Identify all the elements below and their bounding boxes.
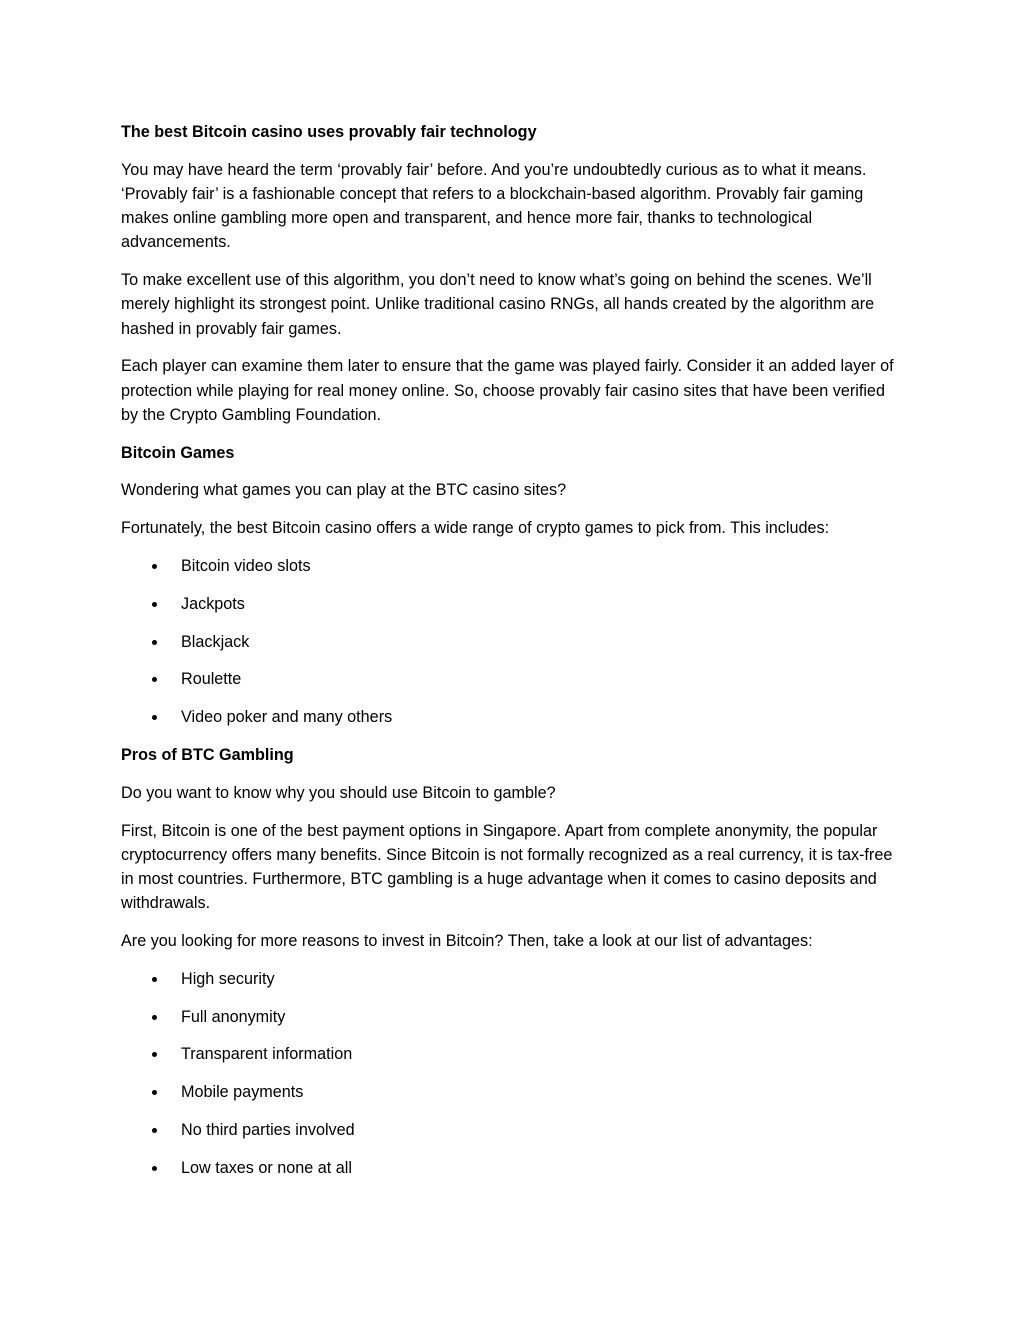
- list-item: [121, 967, 905, 991]
- bullet-icon: [152, 715, 157, 720]
- paragraph: Wondering what games you can play at the BTC casino sites?: [121, 481, 567, 500]
- advantages-bullet-list: [121, 967, 905, 1180]
- list-item-text: Full anonymity: [181, 1007, 286, 1026]
- list-item: [121, 667, 905, 691]
- section-heading-bitcoin-games: Bitcoin Games: [121, 443, 235, 462]
- list-item: [121, 705, 905, 729]
- bullet-icon: [152, 1128, 157, 1133]
- bullet-icon: [152, 564, 157, 569]
- games-bullet-list: [121, 554, 905, 729]
- list-item-text: Blackjack: [181, 632, 250, 651]
- list-item-text: Roulette: [181, 670, 242, 689]
- section-heading-pros-btc-gambling: Pros of BTC Gambling: [121, 745, 294, 764]
- paragraph: To make excellent use of this algorithm, you don’t need to know what’s going on behind the scenes. We’ll merely highlight its strongest point. Unlike traditional casino RNGs, all hands created by the algorithm are hashed in provably fair games.: [121, 271, 875, 338]
- list-item: [121, 592, 905, 616]
- list-item-text: No third parties involved: [181, 1120, 355, 1139]
- list-item-text: Transparent information: [181, 1045, 353, 1064]
- list-item-text: Bitcoin video slots: [181, 557, 311, 575]
- bullet-icon: [152, 1015, 157, 1020]
- list-item-text: Low taxes or none at all: [181, 1158, 352, 1177]
- bullet-icon: [152, 977, 157, 982]
- bullet-icon: [152, 640, 157, 645]
- list-item-text: Mobile payments: [181, 1083, 304, 1102]
- list-item: [121, 630, 905, 654]
- paragraph: First, Bitcoin is one of the best payment options in Singapore. Apart from complete anonymity, the popular cryptocurrency offers many benefits. Since Bitcoin is not formally recognized as a real currency, it is tax-free in most countries. Furthermore, BTC gambling is a huge advantage when it comes to casino deposits and withdrawals.: [121, 821, 893, 913]
- bullet-icon: [152, 1166, 157, 1171]
- bullet-icon: [152, 602, 157, 607]
- list-item: [121, 1005, 905, 1029]
- list-item-text: High security: [181, 969, 275, 988]
- document-page: [121, 120, 905, 1194]
- list-item-text: Video poker and many others: [181, 708, 393, 727]
- list-item: [121, 554, 905, 578]
- bullet-icon: [152, 1052, 157, 1057]
- list-item: [121, 1156, 905, 1180]
- list-item-text: Jackpots: [181, 594, 245, 613]
- paragraph: Are you looking for more reasons to invest in Bitcoin? Then, take a look at our list of advantages:: [121, 931, 813, 950]
- paragraph: Each player can examine them later to ensure that the game was played fairly. Consider it an added layer of protection while playing for real money online. So, choose provably fair casino sites that have been verified by the Crypto Gambling Foundation.: [121, 357, 894, 424]
- bullet-icon: [152, 1090, 157, 1095]
- list-item: [121, 1080, 905, 1104]
- list-item: [121, 1042, 905, 1066]
- paragraph: You may have heard the term ‘provably fair’ before. And you’re undoubtedly curious as to what it means. ‘Provably fair’ is a fashionable concept that refers to a blockchain-based algorithm. Provably fair gaming makes online gambling more open and transparent, and hence more fair, thanks to technological advancements.: [121, 160, 867, 252]
- list-item: [121, 1118, 905, 1142]
- paragraph: Do you want to know why you should use Bitcoin to gamble?: [121, 783, 556, 802]
- bullet-icon: [152, 677, 157, 682]
- paragraph: Fortunately, the best Bitcoin casino offers a wide range of crypto games to pick from. This includes:: [121, 519, 830, 538]
- section-heading-provably-fair: The best Bitcoin casino uses provably fair technology: [121, 123, 537, 141]
